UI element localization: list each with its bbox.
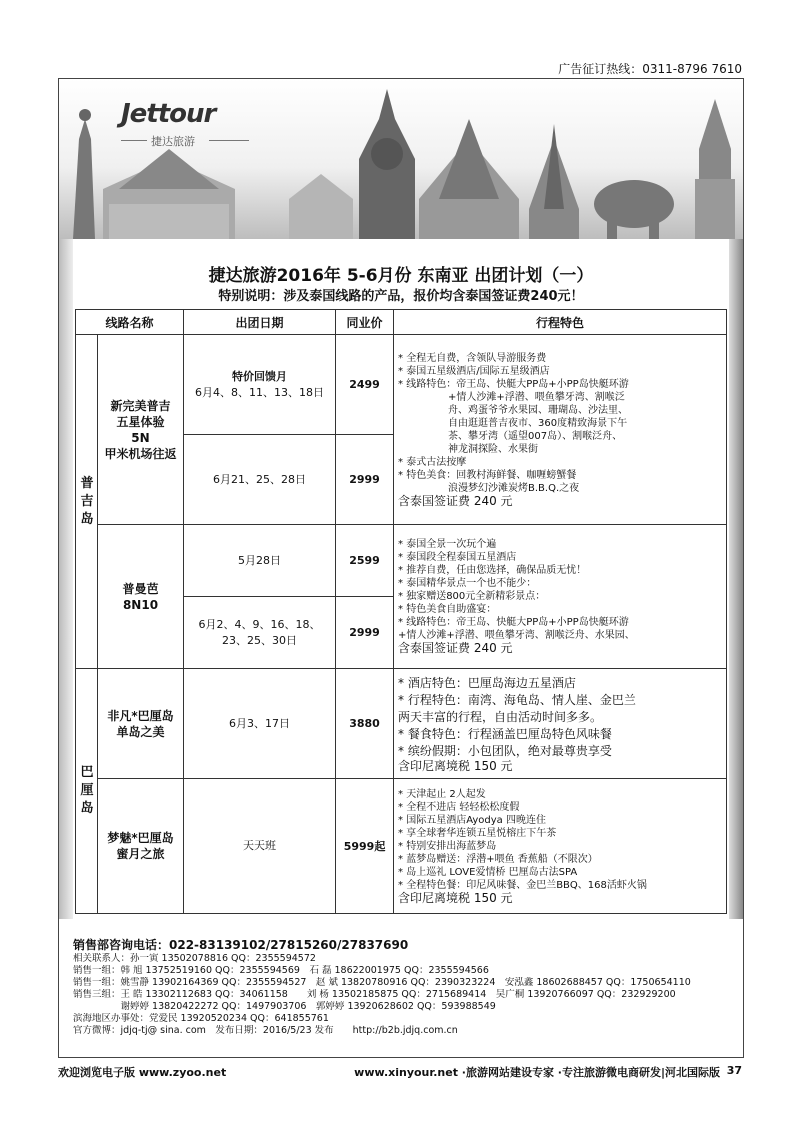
jettour-logo [121,99,269,153]
header-date: 出团日期 [184,310,336,335]
banner-image [59,79,743,239]
departure-date: 6月21、25、28日 [184,435,336,525]
departure-date: 5月28日 [184,525,336,597]
contact-line: 谢婷婷 13820422272 QQ：1497903706 郭婷婷 13920628602 QQ：593988549 [73,1001,496,1012]
tour-plan-panel [73,239,729,939]
trade-price: 5999起 [336,779,394,914]
page-number: 37 [726,1064,742,1077]
visa-note: 含泰国签证费 240 元 [398,493,513,508]
trade-price: 2499 [336,335,394,435]
route-name: 普曼芭 8N10 [98,525,184,669]
trade-price: 3880 [336,669,394,779]
sales-phone: 销售部咨询电话：022-83139102/27815260/27837690 [73,938,409,952]
table-row [76,779,727,914]
route-features: * 全程无自费，含领队导游服务费 * 泰国五星级酒店/国际五星级酒店 * 线路特色：帝王岛、快艇大PP岛+小PP岛快艇环游 +情人沙滩+浮潜、喂鱼攀牙湾、割喉泛 舟、鸡蛋爷爷水果园、珊瑚岛、沙法里、 自由逛逛普吉夜市、360度精致海景下午 茶、攀牙湾（遥望007岛）、割喉泛舟、 神龙洞探险、水果街 * 泰式古法按摩 * 特色美食：回教村海鲜餐、咖喱螃蟹餐 浪漫梦幻沙滩炭烤B.B.Q.之夜 含泰国签证费 240 元 [394,335,727,525]
logo-subtitle: 捷达旅游 [151,135,195,148]
visa-note: 含泰国签证费 240 元 [398,641,513,655]
route-features: * 泰国全景一次玩个遍 * 泰国段全程泰国五星酒店 * 推荐自费，任由您选择，确保品质无忧！ * 泰国精华景点一个也不能少： * 独家赠送800元全新精彩景点： * 特色美食自助盛宴： * 线路特色：帝王岛、快艇大PP岛+小PP岛快艇环游 +情人沙滩+浮潜、喂鱼攀牙湾、割喉泛舟、水果园、 含泰国签证费 240 元 [394,525,727,669]
departure-date: 特价回馈月 6月4、8、11、13、18日 [184,335,336,435]
table-row [76,669,727,779]
header-features: 行程特色 [394,310,727,335]
footer-right: www.xinyour.net ·旅游网站建设专家 ·专注旅游微电商研发|河北国际版 [354,1066,720,1079]
visa-note: 含印尼离境税 150 元 [398,758,513,773]
table-row [76,335,727,435]
ad-hotline: 广告征订热线：0311-8796 7610 [558,62,742,76]
contact-line: 滨海地区办事处：党爱民 13920520234 QQ：641855761 [73,1013,329,1024]
route-name: 非凡*巴厘岛 单岛之美 [98,669,184,779]
region-bali: 巴厘岛 [76,669,98,914]
visa-note: 含印尼离境税 150 元 [398,890,513,905]
side-decoration-right [729,239,743,919]
route-features: * 酒店特色：巴厘岛海边五星酒店 * 行程特色：南湾、海龟岛、情人崖、金巴兰 两天丰富的行程，自由活动时间多多。 * 餐食特色：行程涵盖巴厘岛特色风味餐 * 缤纷假期：小包团队，绝对最尊贵享受 含印尼离境税 150 元 [394,669,727,779]
table-header-row [76,310,727,335]
region-phuket: 普吉岛 [76,335,98,669]
header-route: 线路名称 [76,310,184,335]
table-row [76,525,727,597]
departure-date: 6月3、17日 [184,669,336,779]
trade-price: 2999 [336,597,394,669]
departure-date: 天天班 [184,779,336,914]
header-price: 同业价 [336,310,394,335]
contact-info [73,937,729,1052]
contact-line: 相关联系人：孙一寅 13502078816 QQ：2355594572 [73,953,316,964]
trade-price: 2999 [336,435,394,525]
contact-line: 销售一组：姚雪静 13902164369 QQ：2355594527 赵 斌 13820780916 QQ：2390323224 安泓鑫 18602688457 QQ：1750654110 [73,977,691,988]
footer-left: 欢迎浏览电子版 www.zyoo.net [58,1066,227,1079]
route-name: 新完美普吉 五星体验 5N 甲米机场往返 [98,335,184,525]
tour-table [75,309,727,914]
ad-frame [58,78,744,1058]
route-features: * 天津起止 2人起发 * 全程不进店 轻轻松松度假 * 国际五星酒店Ayodya 四晚连住 * 享全球奢华连锁五星悦榕庄下午茶 * 特别安排出海蓝梦岛 * 蓝梦岛赠送：浮潜+喂鱼 香蕉船（不限次） * 岛上巡礼 LOVE爱情桥 巴厘岛古法SPA * 全程特色餐：印尼风味餐、金巴兰BBQ、168活虾火锅 含印尼离境税 150 元 [394,779,727,914]
contact-line: 销售一组：韩 旭 13752519160 QQ：2355594569 石 磊 18622001975 QQ：2355594566 [73,965,489,976]
departure-date: 6月2、4、9、16、18、23、25、30日 [184,597,336,669]
contact-line: 销售三组：王 皓 13302112683 QQ：34061158 刘 杨 13502185875 QQ：2715689414 吴广桐 13920766097 QQ：232929200 [73,989,676,1000]
contact-line: 官方微博：jdjq-tj@ sina. com 发布日期：2016/5/23 发布 http://b2b.jdjq.com.cn [73,1025,458,1036]
route-name: 梦魅*巴厘岛 蜜月之旅 [98,779,184,914]
trade-price: 2599 [336,525,394,597]
plan-subtitle: 特别说明：涉及泰国线路的产品，报价均含泰国签证费240元！ [218,289,584,304]
logo-wordmark: Jettour [121,99,216,129]
plan-title: 捷达旅游2016年 5-6月份 东南亚 出团计划（一） [208,266,594,286]
side-decoration-left [59,239,73,919]
